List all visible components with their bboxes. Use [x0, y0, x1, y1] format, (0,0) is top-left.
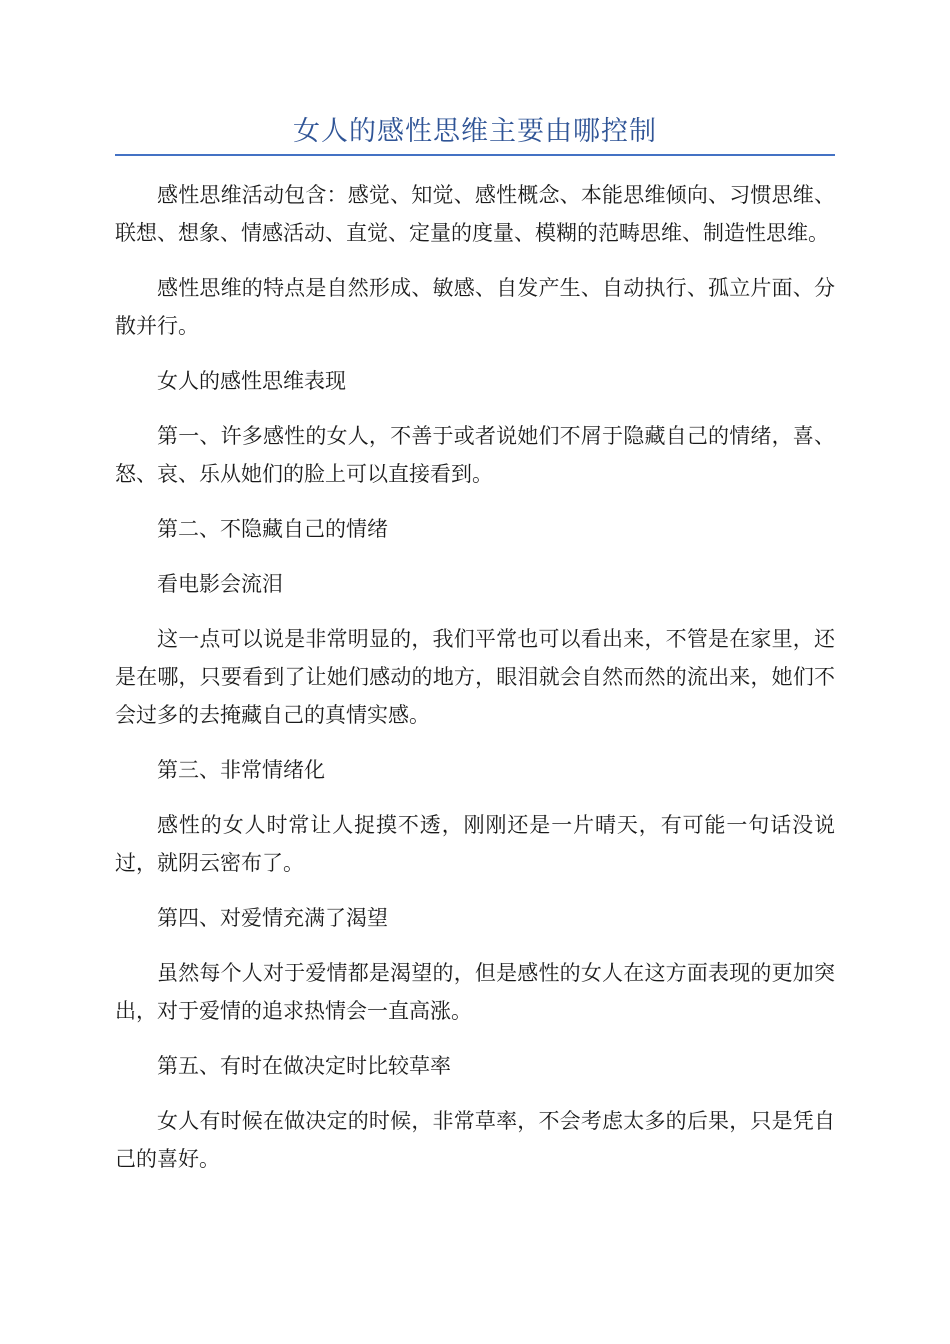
document-body — [115, 176, 835, 1195]
paragraph: 第一、许多感性的女人，不善于或者说她们不屑于隐藏自己的情绪，喜、怒、哀、乐从她们的脸上可以直接看到。 — [115, 424, 835, 486]
section-heading: 第四、对爱情充满了渴望 — [157, 906, 388, 930]
title-underline — [115, 154, 835, 156]
paragraph: 女人有时候在做决定的时候，非常草率，不会考虑太多的后果，只是凭自己的喜好。 — [115, 1109, 835, 1171]
section-heading: 第二、不隐藏自己的情绪 — [157, 517, 388, 541]
section-heading: 第五、有时在做决定时比较草率 — [157, 1054, 451, 1078]
paragraph: 感性的女人时常让人捉摸不透，刚刚还是一片晴天，有可能一句话没说过，就阴云密布了。 — [115, 813, 835, 875]
section-heading: 第三、非常情绪化 — [157, 758, 325, 782]
paragraph: 感性思维的特点是自然形成、敏感、自发产生、自动执行、孤立片面、分散并行。 — [115, 276, 835, 338]
paragraph: 这一点可以说是非常明显的，我们平常也可以看出来，不管是在家里，还是在哪，只要看到了让她们感动的地方，眼泪就会自然而然的流出来，她们不会过多的去掩藏自己的真情实感。 — [115, 627, 835, 727]
section-heading: 女人的感性思维表现 — [157, 369, 346, 393]
paragraph: 虽然每个人对于爱情都是渴望的，但是感性的女人在这方面表现的更加突出，对于爱情的追求热情会一直高涨。 — [115, 961, 835, 1023]
document-title: 女人的感性思维主要由哪控制 — [293, 116, 657, 147]
paragraph: 看电影会流泪 — [157, 572, 283, 596]
paragraph: 感性思维活动包含：感觉、知觉、感性概念、本能思维倾向、习惯思维、联想、想象、情感活动、直觉、定量的度量、模糊的范畴思维、制造性思维。 — [115, 183, 835, 245]
